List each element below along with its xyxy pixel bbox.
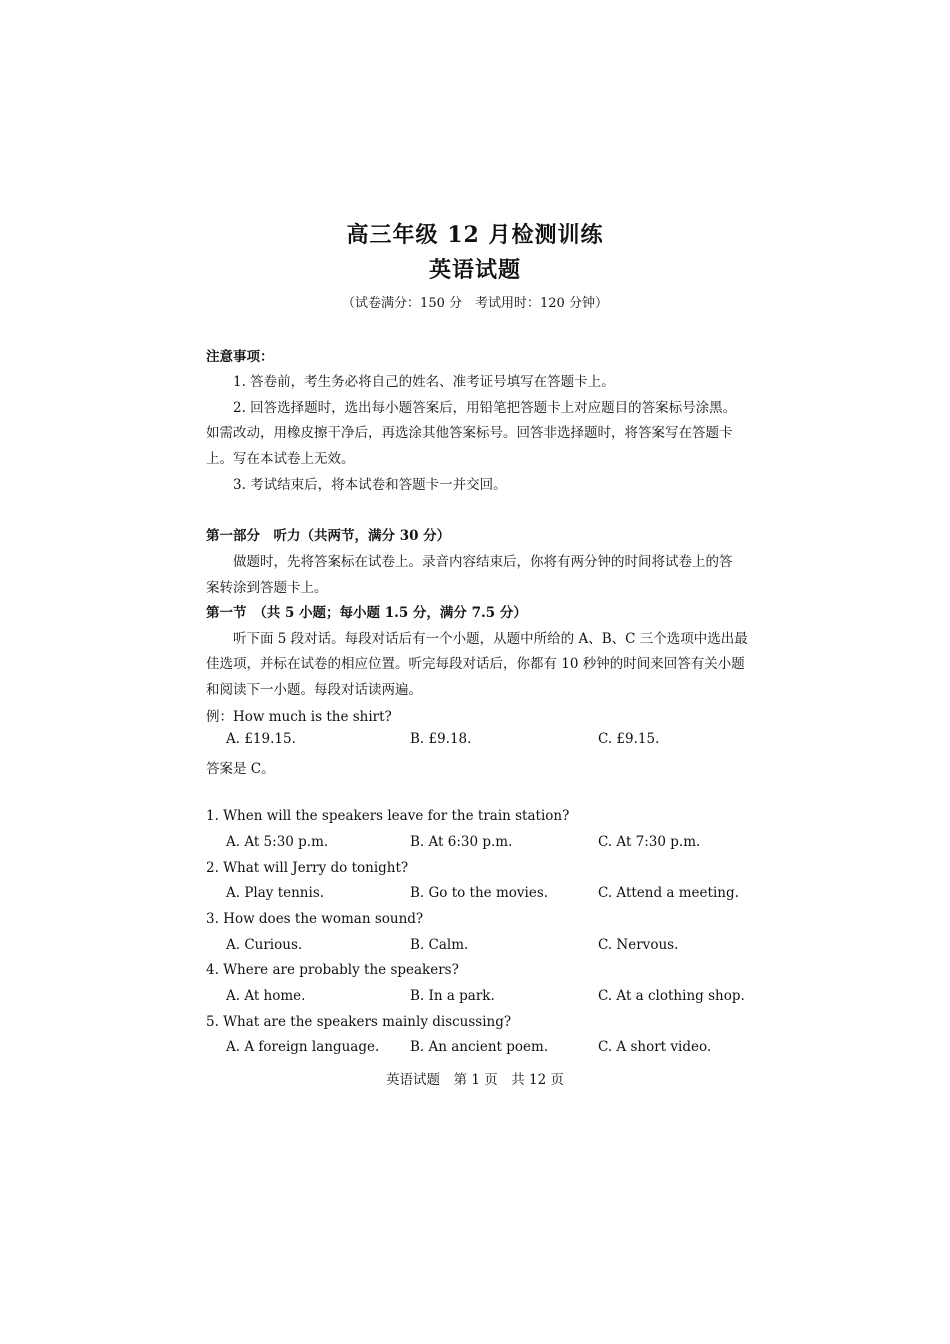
notice-item-2-cont: 上。写在本试卷上无效。 [206, 451, 355, 467]
question-4: 4. Where are probably the speakers? [206, 962, 459, 978]
question-1: 1. When will the speakers leave for the train station? [206, 808, 570, 824]
exam-subtitle: 英语试题 [428, 257, 521, 283]
example-option-b: B. £9.18. [410, 731, 472, 747]
section1-instructions: 听下面 5 段对话。每段对话后有一个小题，从题中所给的 A、B、C 三个选项中选出最 [233, 631, 748, 647]
question-3: 3. How does the woman sound? [206, 911, 424, 927]
part1-heading: 第一部分 听力（共两节，满分 30 分） [206, 528, 451, 544]
question-3-option-c: C. Nervous. [598, 937, 679, 953]
notice-item-2: 2. 回答选择题时，选出每小题答案后，用铅笔把答题卡上对应题目的答案标号涂黑。 [233, 400, 737, 416]
question-1-option-b: B. At 6:30 p.m. [410, 834, 513, 850]
example-option-a: A. £19.15. [226, 731, 296, 747]
section1-instructions-cont: 佳选项，并标在试卷的相应位置。听完每段对话后，你都有 10 秒钟的时间来回答有关小题 [206, 656, 745, 672]
question-2-option-b: B. Go to the movies. [410, 885, 549, 901]
question-4-option-b: B. In a park. [410, 988, 495, 1004]
example-question: 例：How much is the shirt? [206, 709, 392, 725]
question-2-option-c: C. Attend a meeting. [598, 885, 739, 901]
part1-intro-cont: 案转涂到答题卡上。 [206, 580, 328, 596]
question-1-option-c: C. At 7:30 p.m. [598, 834, 701, 850]
notice-heading: 注意事项： [206, 349, 274, 365]
notice-item-2-cont: 如需改动，用橡皮擦干净后，再选涂其他答案标号。回答非选择题时，将答案写在答题卡 [206, 425, 733, 441]
question-4-option-a: A. At home. [226, 988, 306, 1004]
question-5-option-a: A. A foreign language. [226, 1039, 380, 1055]
notice-item-1: 1. 答卷前，考生务必将自己的姓名、准考证号填写在答题卡上。 [233, 374, 615, 390]
example-answer: 答案是 C。 [206, 761, 275, 777]
section1-instructions-cont: 和阅读下一小题。每段对话读两遍。 [206, 682, 422, 698]
question-5-option-c: C. A short video. [598, 1039, 712, 1055]
page-footer: 英语试题 第 1 页 共 12 页 [386, 1072, 564, 1088]
part1-intro: 做题时，先将答案标在试卷上。录音内容结束后，你将有两分钟的时间将试卷上的答 [233, 554, 733, 570]
exam-info: （试卷满分：150 分 考试用时：120 分钟） [342, 296, 608, 311]
question-5-option-b: B. An ancient poem. [410, 1039, 549, 1055]
question-2-option-a: A. Play tennis. [226, 885, 325, 901]
question-4-option-c: C. At a clothing shop. [598, 988, 745, 1004]
notice-item-3: 3. 考试结束后，将本试卷和答题卡一并交回。 [233, 477, 507, 493]
example-option-c: C. £9.15. [598, 731, 660, 747]
question-1-option-a: A. At 5:30 p.m. [226, 834, 329, 850]
question-3-option-a: A. Curious. [226, 937, 303, 953]
exam-title: 高三年级 12 月检测训练 [346, 222, 604, 248]
question-2: 2. What will Jerry do tonight? [206, 860, 409, 876]
section1-heading: 第一节 （共 5 小题；每小题 1.5 分，满分 7.5 分） [206, 605, 527, 621]
question-5: 5. What are the speakers mainly discussing? [206, 1014, 512, 1030]
question-3-option-b: B. Calm. [410, 937, 469, 953]
